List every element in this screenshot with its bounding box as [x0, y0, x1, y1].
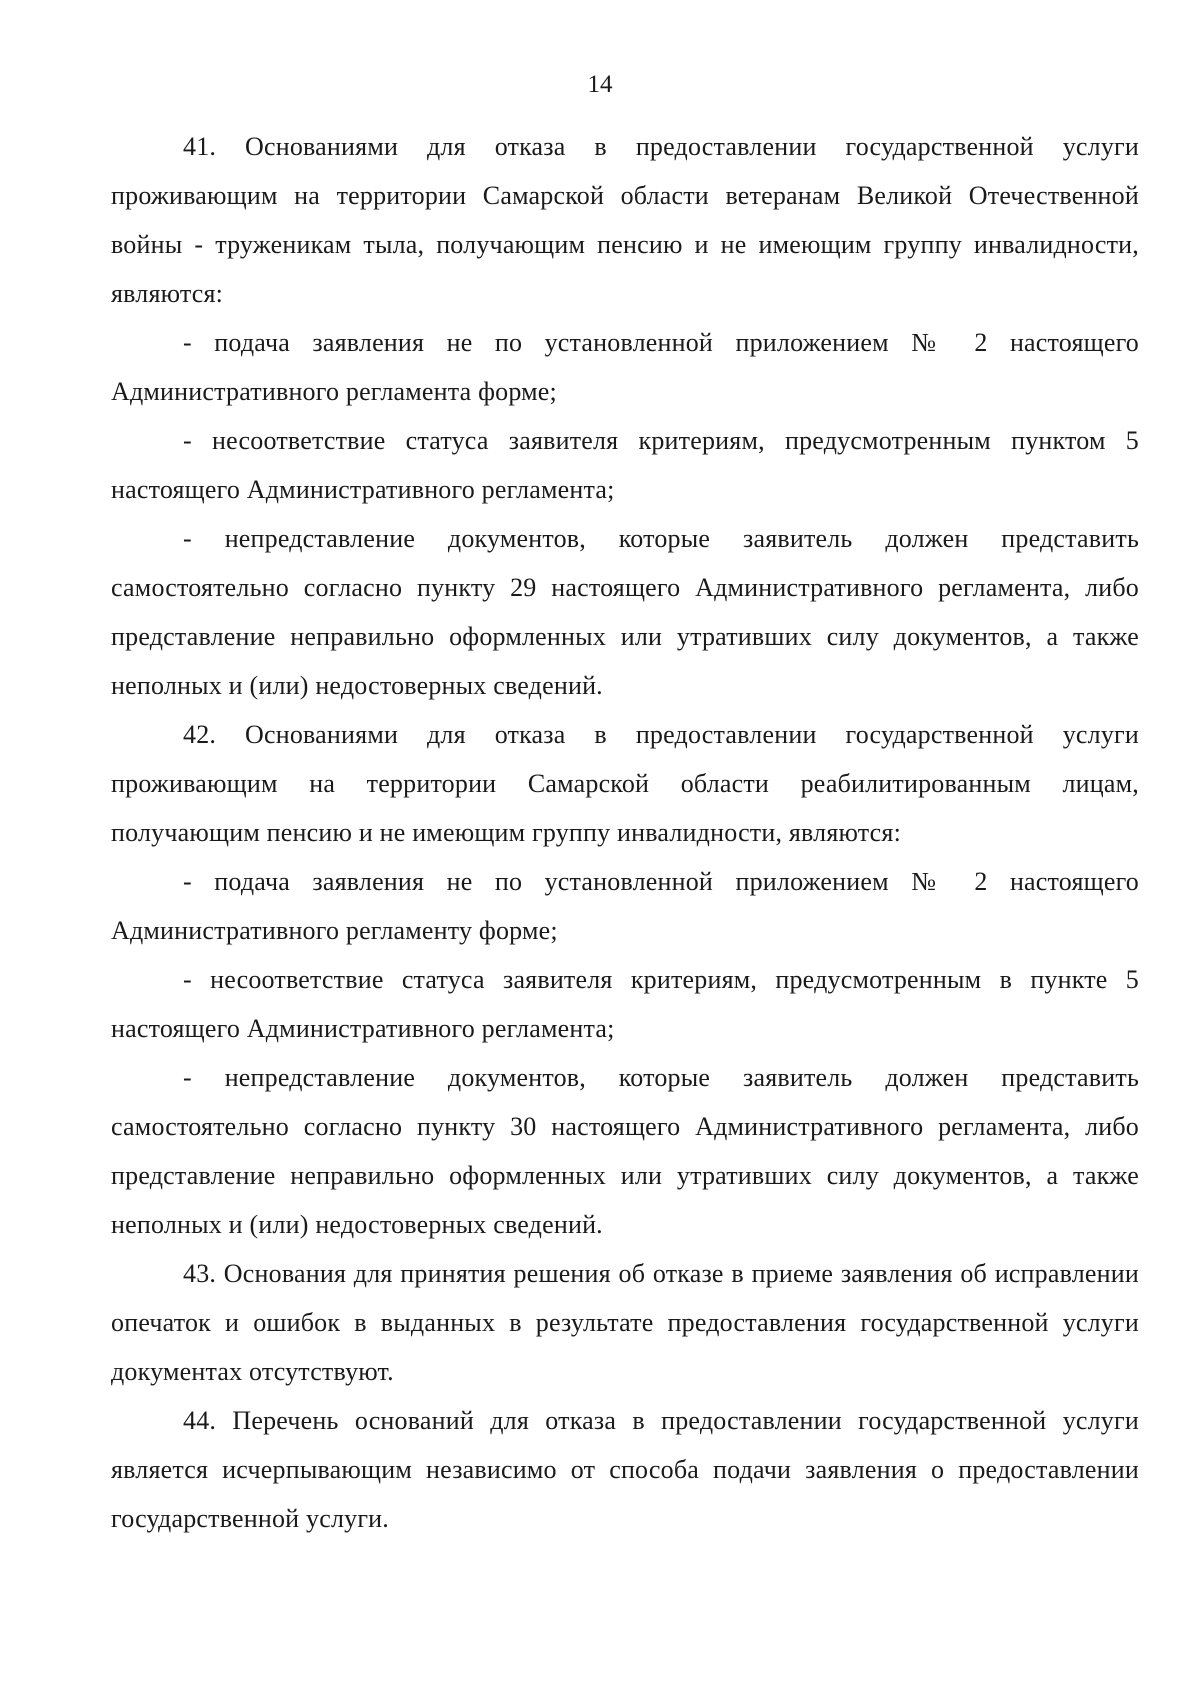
paragraph-41-item-2: - несоответствие статуса заявителя критериям, предусмотренным пунктом 5 настоящего Административного регламента;	[111, 426, 1139, 504]
paragraph-41-item-3: - непредставление документов, которые заявитель должен представить самостоятельно согласно пункту 29 настоящего Административного регламента, либо представление неправильно оформленных или утративших силу документов, а также неполных и (или) недостоверных сведений.	[111, 524, 1139, 700]
paragraph-42-item-2: - несоответствие статуса заявителя критериям, предусмотренным в пункте 5 настоящего Административного регламента;	[111, 965, 1139, 1043]
paragraph-41-item-1: - подача заявления не по установленной приложением № 2 настоящего Административного регламента форме;	[111, 328, 1139, 406]
page-number: 14	[587, 71, 613, 98]
paragraph-42-item-1: - подача заявления не по установленной приложением № 2 настоящего Административного регламенту форме;	[111, 867, 1139, 945]
paragraph-44: 44. Перечень оснований для отказа в предоставлении государственной услуги является исчерпывающим независимо от способа подачи заявления о предоставлении государственной услуги.	[111, 1406, 1139, 1533]
paragraph-42-item-3: - непредставление документов, которые заявитель должен представить самостоятельно согласно пункту 30 настоящего Административного регламента, либо представление неправильно оформленных или утративших силу документов, а также неполных и (или) недостоверных сведений.	[111, 1063, 1139, 1239]
paragraph-43: 43. Основания для принятия решения об отказе в приеме заявления об исправлении опечаток и ошибок в выданных в результате предоставления государственной услуги документах отсутствуют.	[111, 1259, 1139, 1386]
document-body	[111, 122, 1139, 1543]
paragraph-42: 42. Основаниями для отказа в предоставлении государственной услуги проживающим на территории Самарской области реабилитированным лицам, получающим пенсию и не имеющим группу инвалидности, являются:	[111, 720, 1139, 847]
paragraph-41: 41. Основаниями для отказа в предоставлении государственной услуги проживающим на территории Самарской области ветеранам Великой Отечественной войны - труженикам тыла, получающим пенсию и не имеющим группу инвалидности, являются:	[111, 132, 1139, 308]
